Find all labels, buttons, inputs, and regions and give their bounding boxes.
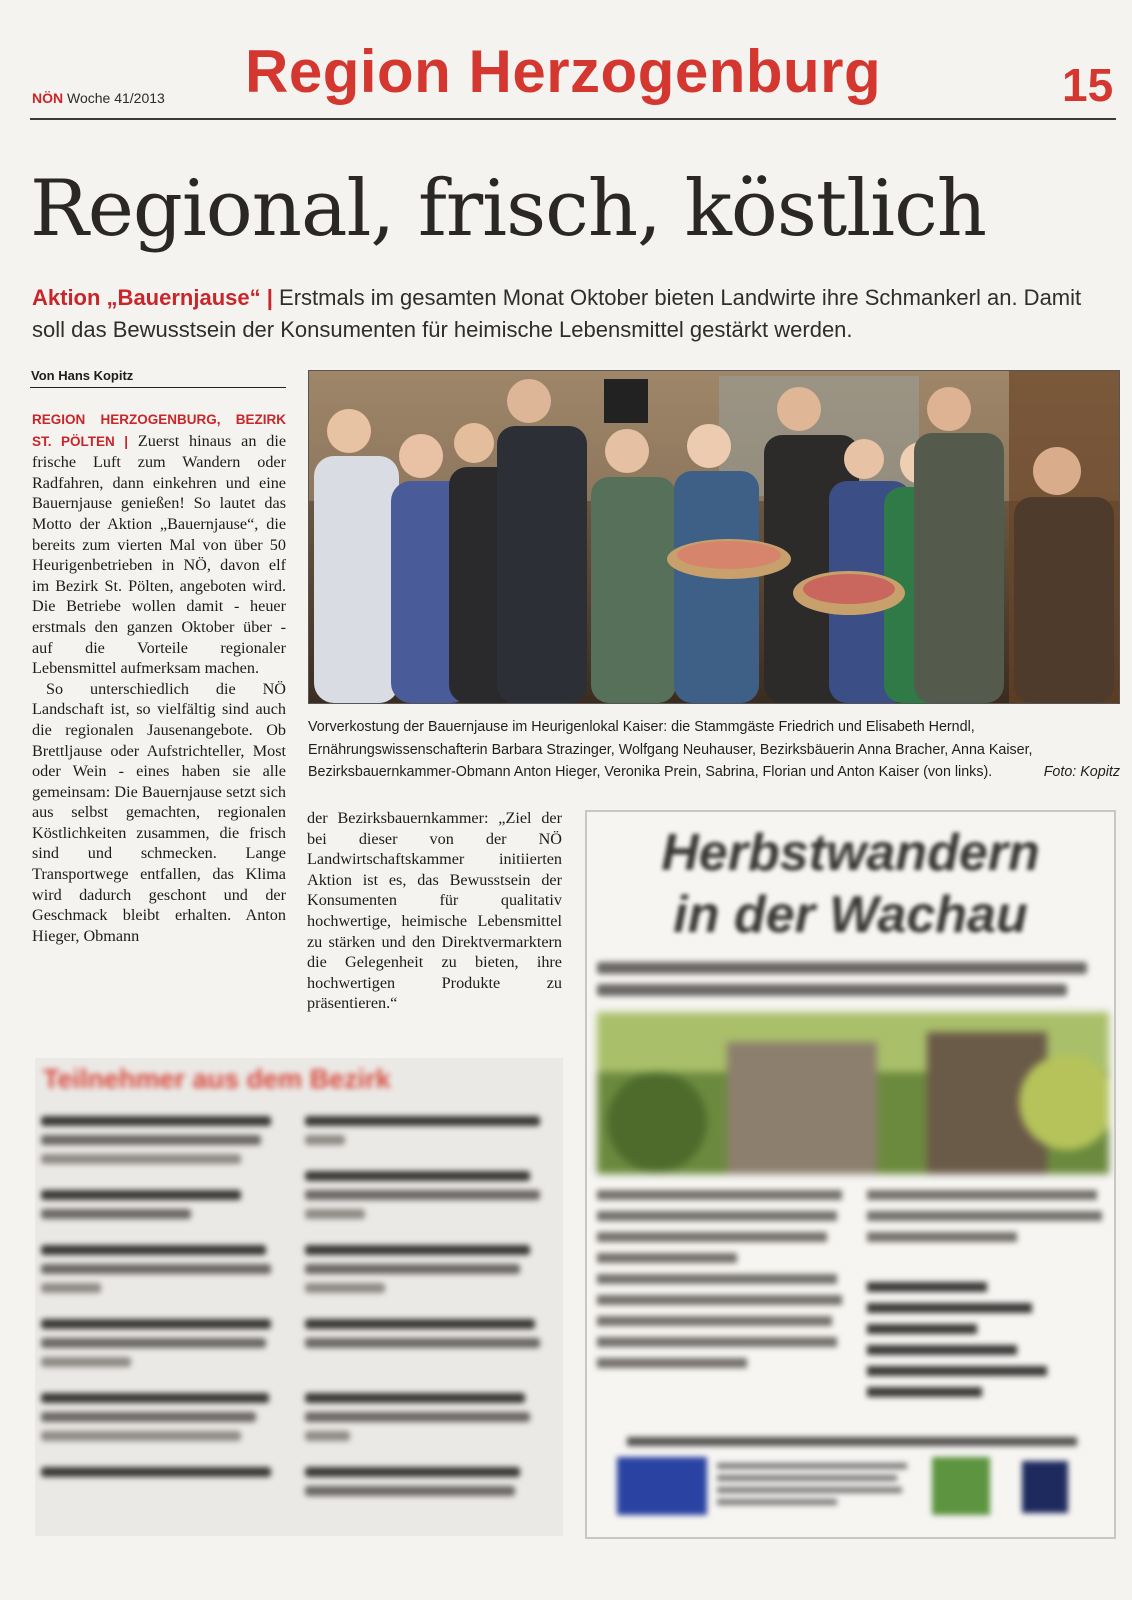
article-column-2: der Bezirksbauernkammer: „Ziel der bei dieser von der NÖ Landwirtschaftskammer initiierten Aktion ist es, das Bewusstsein der Konsumenten für qualitativ hochwertige, heimische Lebensmittel zu stärken und den Direktvermarktern die Gelegenheit zu bieten, ihre hochwertigen Produkte zu präsentieren.“ bbox=[307, 809, 562, 1013]
paragraph-2: So unterschiedlich die NÖ Landschaft ist, so vielfältig sind auch die regionalen Jausenangebote. Ob Brettljause oder Aufstrichteller, Most oder Wein - eines haben sie alle gemeinsam: Die Bauernjause setzt sich aus selbst gemachten, regionalen Köstlichkeiten zusammen, die frisch sind und schmecken. Lange Transportwege entfallen, das Klima wird dadurch geschont und der Geschmack bleibt erhalten. Anton Hieger, Obmann bbox=[32, 679, 286, 945]
photo-caption bbox=[308, 716, 1120, 784]
leader-logo bbox=[932, 1457, 990, 1515]
participants-box bbox=[35, 1058, 563, 1536]
ad-subhead bbox=[597, 962, 1102, 996]
group-photo-illustration bbox=[309, 371, 1119, 703]
article-subhead: Aktion „Bauernjause“ | Erstmals im gesamten Monat Oktober bieten Landwirte ihre Schmankerl an. Damit soll das Bewusstsein der Konsumenten für heimische Lebensmittel gestärkt werden. bbox=[32, 285, 1082, 342]
page-number: 15 bbox=[1062, 59, 1114, 111]
section-title: Region Herzogenburg bbox=[245, 38, 882, 105]
ad-body-left bbox=[597, 1190, 847, 1368]
photo-credit: Foto: Kopitz bbox=[1043, 764, 1120, 780]
ad-title: Herbstwandern in der Wachau bbox=[661, 824, 1040, 944]
ad-photo bbox=[597, 1012, 1109, 1174]
publication-brand: NÖN Woche 41/2013 bbox=[32, 90, 165, 106]
eu-flag-logo bbox=[617, 1457, 707, 1515]
ad-body-right bbox=[867, 1190, 1107, 1397]
ad-logos bbox=[617, 1457, 1087, 1517]
article-headline: Regional, frisch, köstlich bbox=[30, 164, 987, 254]
ad-sponsor-line bbox=[627, 1437, 1077, 1446]
article-column-1 bbox=[32, 409, 286, 946]
article-kicker: Aktion „Bauernjause“ bbox=[32, 285, 261, 310]
eu-fund-text bbox=[717, 1463, 917, 1509]
participants-title: Teilnehmer aus dem Bezirk bbox=[43, 1064, 391, 1094]
issue-label: Woche 41/2013 bbox=[67, 90, 165, 106]
paragraph-1: Zuerst hinaus an die frische Luft zum Wandern oder Radfahren, dann einkehren und eine Bauernjause genießen! So lautet das Motto der Aktion „Bauernjause“, die bereits zum vierten Mal von über 50 Heurigenbetrieben in NÖ, davon elf im Bezirk St. Pölten, angeboten wird. Die Betriebe wollen damit - heuer erstmals den ganzen Oktober über - auf die Vorteile regionaler Lebensmittel aufmerksam machen. bbox=[32, 431, 286, 678]
article-photo bbox=[308, 370, 1120, 704]
advertisement bbox=[585, 810, 1116, 1539]
subhead-text: Erstmals im gesamten Monat Oktober bieten Landwirte ihre Schmankerl an. Damit soll das Bewusstsein der Konsumenten für heimische Lebensmittel gestärkt werden. bbox=[32, 285, 1082, 342]
header-divider bbox=[30, 118, 1116, 120]
dateline: REGION HERZOGENBURG, BEZIRK ST. PÖLTEN | bbox=[32, 412, 286, 449]
byline-rule bbox=[30, 387, 286, 388]
participants-list-left bbox=[41, 1116, 281, 1486]
caption-text: Vorverkostung der Bauernjause im Heurigenlokal Kaiser: die Stammgäste Friedrich und Elisabeth Herndl, Ernährungswissenschafterin Barbara Strazinger, Wolfgang Neuhauser, Bezirksbäuerin Anna Bracher, Anna Kaiser, Bezirksbauernkammer-Obmann Anton Hieger, Veronika Prein, Sabrina, Florian und Anton Kaiser (von links). bbox=[308, 719, 1033, 780]
noe-logo bbox=[1022, 1461, 1068, 1513]
author-byline: Von Hans Kopitz bbox=[31, 368, 134, 383]
participants-list-right bbox=[305, 1116, 550, 1505]
